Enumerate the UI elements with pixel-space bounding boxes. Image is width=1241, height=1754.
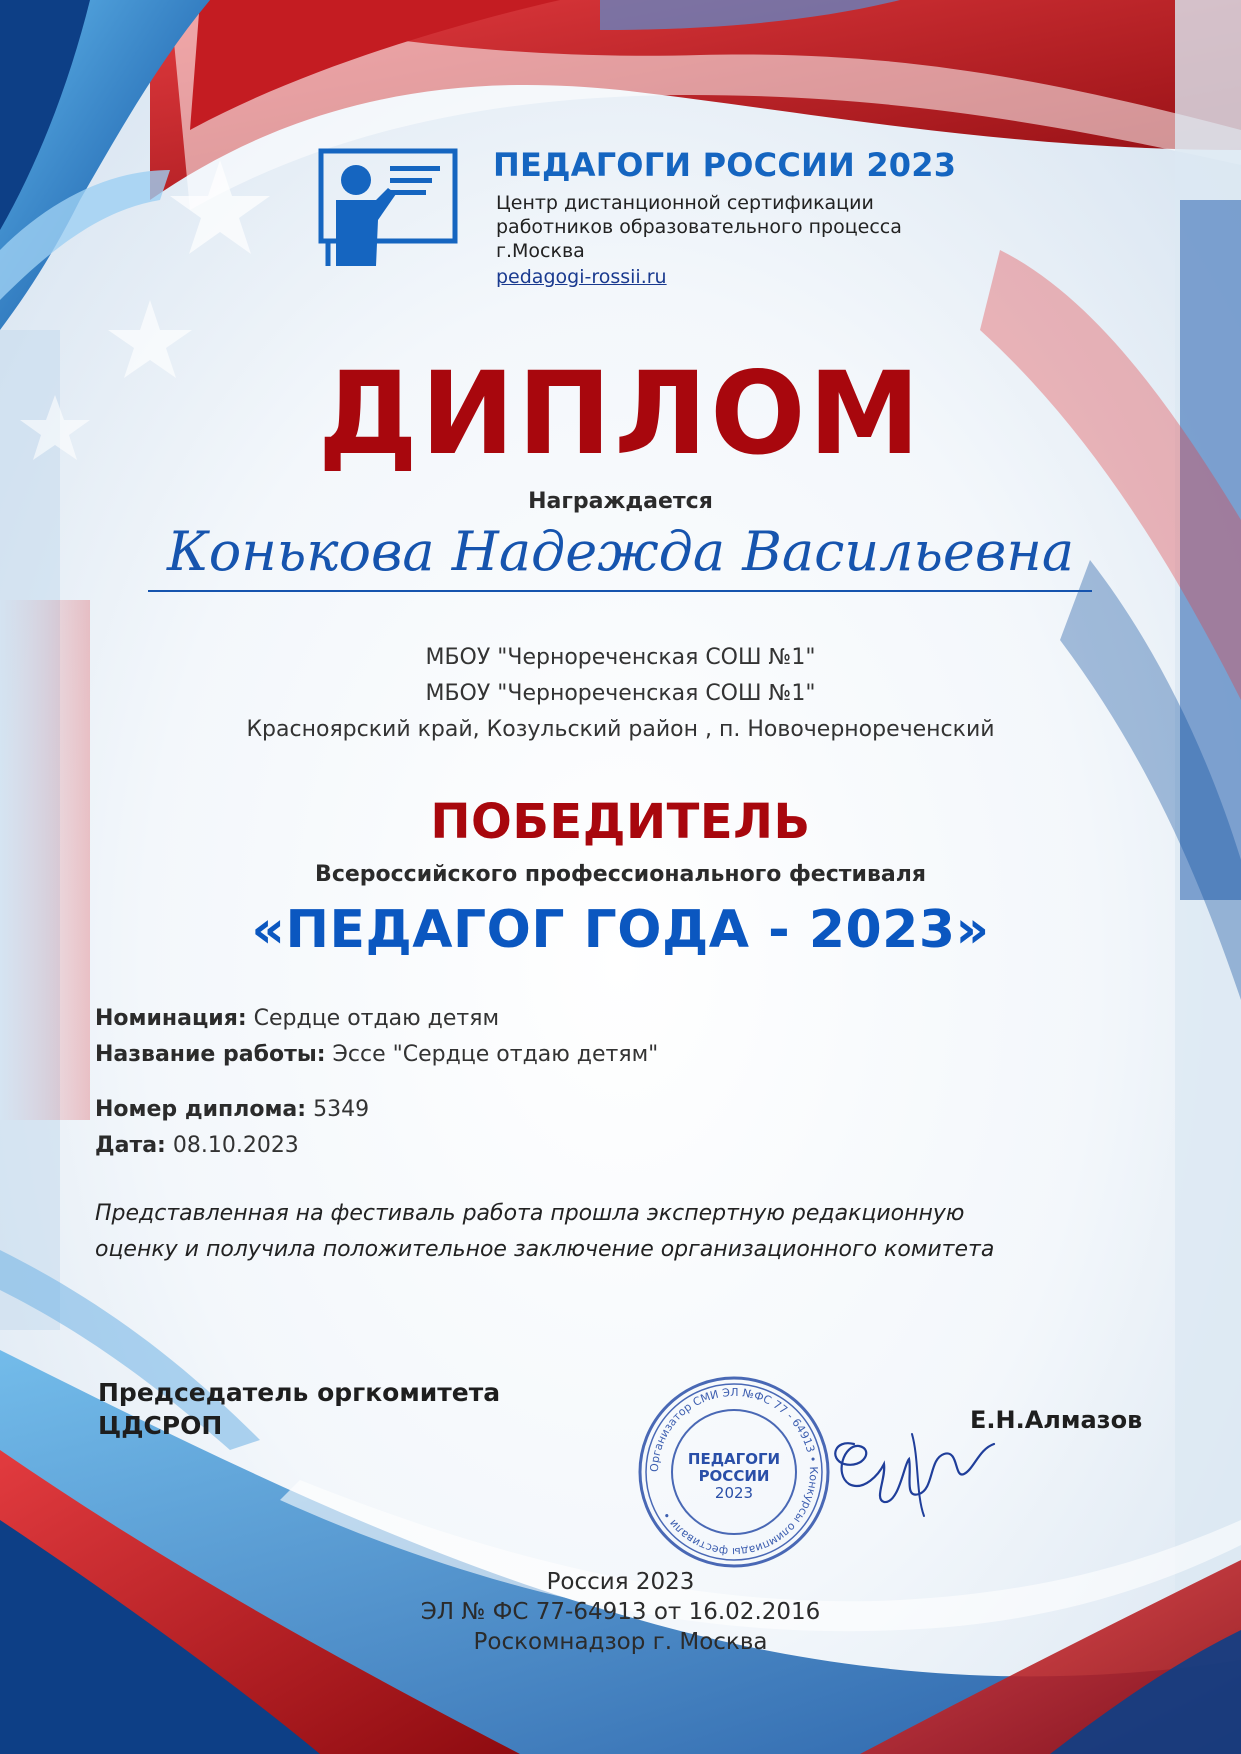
date-value: 08.10.2023 xyxy=(172,1133,299,1158)
school-address-line: Красноярский край, Козульский район , п. Новочернореченский xyxy=(246,717,995,742)
chairman-label xyxy=(98,1376,500,1442)
seal-center-text: РОССИИ xyxy=(698,1467,770,1485)
diploma-number-field xyxy=(95,1097,369,1122)
nomination-field xyxy=(95,1006,499,1031)
date-label: Дата: xyxy=(95,1133,166,1158)
diploma-number-label: Номер диплома: xyxy=(95,1097,307,1122)
nomination-value: Сердце отдаю детям xyxy=(253,1006,500,1031)
name-underline xyxy=(148,590,1092,592)
organization-line: г.Москва xyxy=(496,240,585,262)
school-line: МБОУ "Чернореченская СОШ №1" xyxy=(425,645,816,670)
organization-line: работников образовательного процесса xyxy=(496,216,902,238)
awarded-label: Награждается xyxy=(528,489,713,514)
seal-ring-text: Организатор СМИ ЭЛ №ФС 77 - 64913 • Конкурсы олимпиады фестивали • xyxy=(647,1385,821,1559)
signer-name: Е.Н.Алмазов xyxy=(970,1406,1143,1434)
official-seal-stamp xyxy=(636,1374,832,1570)
chairman-organization: ЦДСРОП xyxy=(98,1411,223,1440)
footer-registration-line: ЭЛ № ФС 77-64913 от 16.02.2016 xyxy=(420,1599,821,1625)
teacher-at-board-icon xyxy=(318,148,458,270)
work-title-label: Название работы: xyxy=(95,1042,326,1067)
festival-name: «ПЕДАГОГ ГОДА - 2023» xyxy=(251,900,990,960)
seal-center-text: 2023 xyxy=(714,1484,754,1502)
diploma-title: ДИПЛОМ xyxy=(318,347,923,481)
evaluation-note-line: Представленная на фестиваль работа прошла экспертную редакционную xyxy=(95,1201,965,1226)
website-link[interactable]: pedagogi-rossii.ru xyxy=(496,266,667,288)
work-title-value: Эссе "Сердце отдаю детям" xyxy=(332,1042,659,1067)
organization-line: Центр дистанционной сертификации xyxy=(496,192,874,214)
festival-subtitle: Всероссийского профессионального фестиваля xyxy=(315,862,926,887)
chairman-title: Председатель оргкомитета xyxy=(98,1378,501,1407)
winner-status: ПОБЕДИТЕЛЬ xyxy=(430,794,811,850)
awardee-name: Конькова Надежда Васильевна xyxy=(166,520,1075,583)
footer-line: Роскомнадзор г. Москва xyxy=(473,1629,768,1655)
date-field xyxy=(95,1133,299,1158)
work-title-field xyxy=(95,1042,658,1067)
footer-line: Россия 2023 xyxy=(546,1569,695,1595)
organization-title: ПЕДАГОГИ РОССИИ 2023 xyxy=(493,146,957,184)
nomination-label: Номинация: xyxy=(95,1006,247,1031)
diploma-number-value: 5349 xyxy=(313,1097,370,1122)
seal-center-text: ПЕДАГОГИ xyxy=(687,1450,781,1468)
school-line: МБОУ "Чернореченская СОШ №1" xyxy=(425,681,816,706)
evaluation-note-line: оценку и получила положительное заключение организационного комитета xyxy=(95,1237,995,1262)
